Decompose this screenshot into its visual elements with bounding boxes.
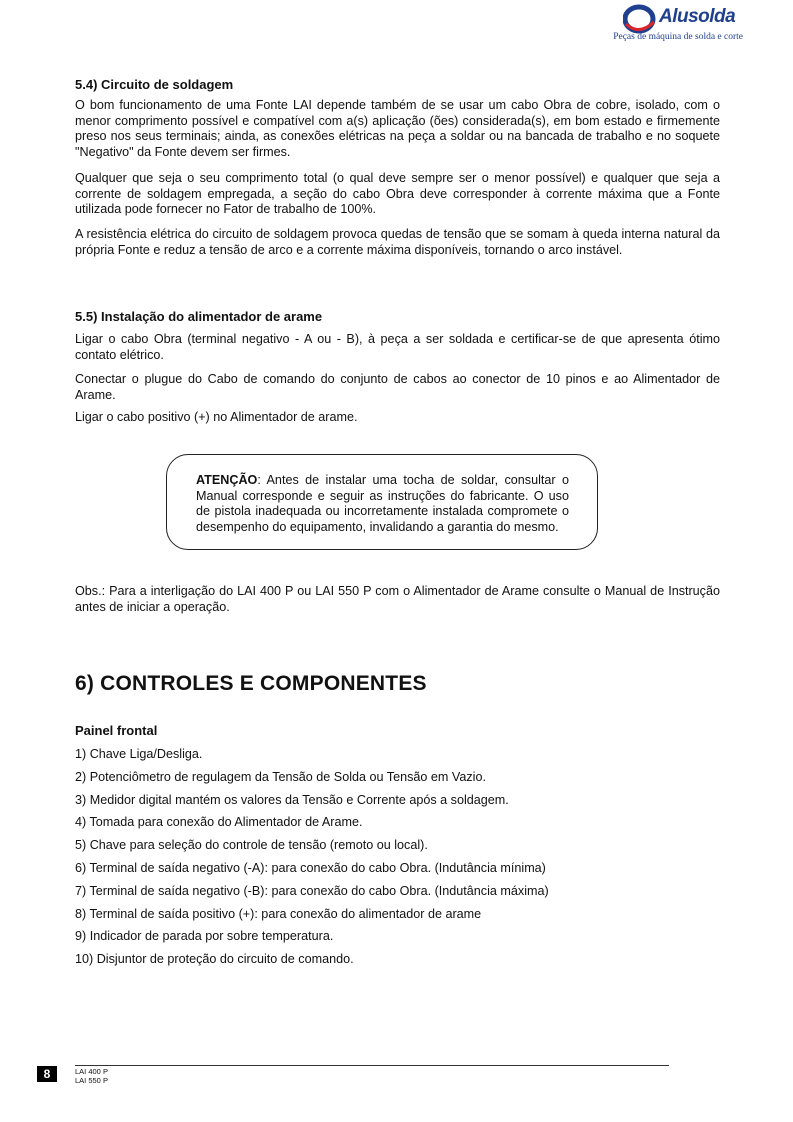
list-item: 9) Indicador de parada por sobre temperatura. <box>75 929 334 944</box>
brand-name: Alusolda <box>659 6 736 27</box>
list-item: 6) Terminal de saída negativo (-A): para conexão do cabo Obra. (Indutância mínima) <box>75 860 546 875</box>
section-5-4-paragraph-1: O bom funcionamento de uma Fonte LAI depende também de se usar um cabo Obra de cobre, isolado, com o menor comprimento possível e compatível com a(s) aplicação (ões) considerada(s), em bom estado e firmemente preso nos seus terminais; ainda, as conexões elétricas na peça a soldar ou na bancada de trabalho e no soquete "Negativo" da Fonte devem ser firmes. <box>75 98 720 159</box>
brand-tagline: Peças de máquina de solda e corte <box>613 32 743 42</box>
attention-notice-box <box>166 454 598 550</box>
section-5-4-paragraph-3: A resistência elétrica do circuito de soldagem provoca quedas de tensão que se somam à queda interna natural da própria Fonte e reduz a tensão de arco e a corrente máxima disponíveis, tornando o arco instável. <box>75 227 720 257</box>
section-5-4-title: 5.4) Circuito de soldagem <box>75 77 234 92</box>
list-item: 10) Disjuntor de proteção do circuito de comando. <box>75 952 354 967</box>
section-6-title: 6) CONTROLES E COMPONENTES <box>75 672 427 695</box>
footer-model-1: LAI 400 P <box>75 1067 108 1076</box>
footer-model-2: LAI 550 P <box>75 1076 108 1085</box>
front-panel-list <box>75 743 549 971</box>
section-5-5-paragraph-1: Ligar o cabo Obra (terminal negativo - A ou - B), à peça a ser soldada e certificar-se de que apresenta ótimo contato elétrico. <box>75 332 720 362</box>
list-item: 8) Terminal de saída positivo (+): para conexão do alimentador de arame <box>75 906 482 921</box>
list-item: 2) Potenciômetro de regulagem da Tensão de Solda ou Tensão em Vazio. <box>75 769 486 784</box>
list-item: 7) Terminal de saída negativo (-B): para conexão do cabo Obra. (Indutância máxima) <box>75 883 549 898</box>
section-5-4-paragraph-2: Qualquer que seja o seu comprimento total (o qual deve sempre ser o menor possível) e qualquer que seja a corrente de soldagem empregada, a seção do cabo Obra deve corresponder à corrente máxima que a Fonte utilizada pode fornecer no Fator de trabalho de 100%. <box>75 171 720 217</box>
list-item: 1) Chave Liga/Desliga. <box>75 747 203 761</box>
section-5-5-title: 5.5) Instalação do alimentador de arame <box>75 309 323 324</box>
list-item: 5) Chave para seleção do controle de tensão (remoto ou local). <box>75 838 428 853</box>
section-5-5-paragraph-3: Ligar o cabo positivo (+) no Alimentador de arame. <box>75 410 358 424</box>
section-5-5-paragraph-2: Conectar o plugue do Cabo de comando do conjunto de cabos ao conector de 10 pinos e ao Alimentador de Arame. <box>75 372 720 402</box>
alusolda-logo-icon <box>623 4 657 34</box>
page-number: 8 <box>37 1066 57 1082</box>
footer-divider <box>75 1065 669 1066</box>
list-item: 4) Tomada para conexão do Alimentador de Arame. <box>75 815 363 830</box>
obs-paragraph: Obs.: Para a interligação do LAI 400 P ou LAI 550 P com o Alimentador de Arame consulte o Manual de Instrução antes de iniciar a operação. <box>75 584 720 614</box>
list-item: 3) Medidor digital mantém os valores da Tensão e Corrente após a soldagem. <box>75 792 509 807</box>
attention-body: : Antes de instalar uma tocha de soldar, consultar o Manual corresponde e seguir as instruções do fabricante. O uso de pistola inadequada ou incorretamente instalada compromete o desempenho do equipamento, invalidando a garantia do mesmo. <box>196 473 569 534</box>
attention-notice-text <box>196 473 569 535</box>
attention-label: ATENÇÃO <box>196 473 258 487</box>
brand-logo <box>613 2 743 46</box>
front-panel-subtitle: Painel frontal <box>75 723 158 738</box>
